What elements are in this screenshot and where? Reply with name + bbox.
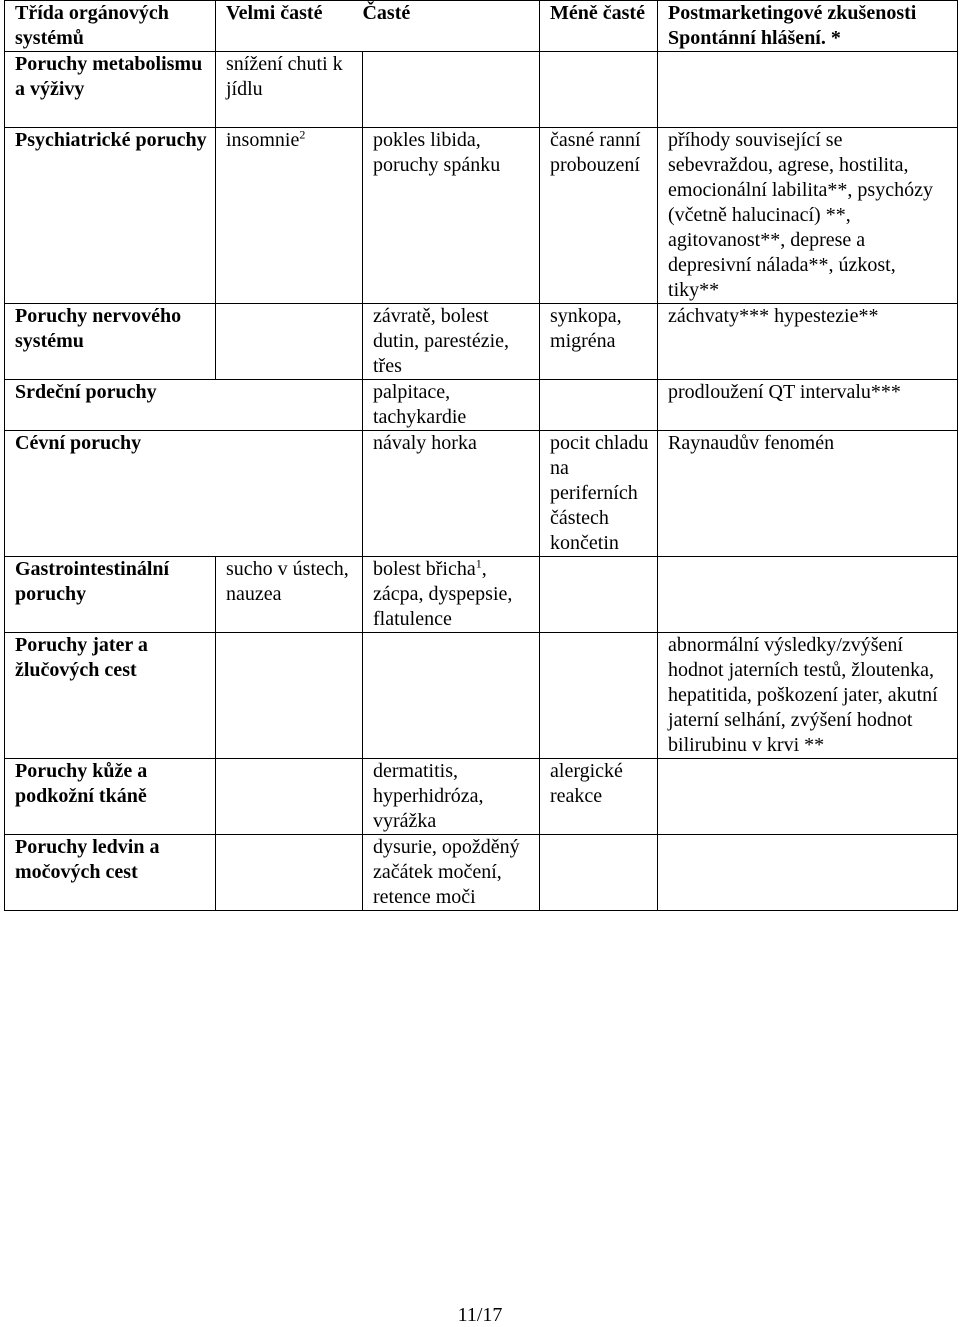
postmarketing-cell	[658, 52, 958, 128]
postmarketing-cell: záchvaty*** hypestezie**	[658, 304, 958, 380]
organ-class-cell: Gastrointestinální poruchy	[5, 557, 216, 633]
footnote-marker: 1	[475, 556, 482, 571]
table-row	[5, 633, 958, 759]
uncommon-cell	[540, 835, 658, 911]
common-cell: dermatitis, hyperhidróza, vyrážka	[363, 759, 540, 835]
uncommon-cell	[540, 380, 658, 431]
organ-class-cell: Poruchy metabolismu a výživy	[5, 52, 216, 128]
uncommon-cell: pocit chladu na periferních částech končetin	[540, 431, 658, 557]
header-very-common: Velmi časté	[226, 2, 323, 24]
common-text: bolest břicha	[373, 558, 476, 580]
uncommon-cell	[540, 633, 658, 759]
organ-class-cell: Poruchy ledvin a močových cest	[5, 835, 216, 911]
very-common-text: insomnie	[226, 129, 300, 151]
very-common-cell	[216, 835, 363, 911]
very-common-cell: sucho v ústech, nauzea	[216, 557, 363, 633]
postmarketing-cell	[658, 557, 958, 633]
organ-class-cell: Psychiatrické poruchy	[5, 128, 216, 304]
header-common: Časté	[362, 2, 411, 24]
postmarketing-cell	[658, 835, 958, 911]
uncommon-cell: alergické reakce	[540, 759, 658, 835]
organ-class-cell: Cévní poruchy	[5, 431, 363, 557]
common-text-rest: , zácpa, dyspepsie, flatulence	[373, 558, 513, 630]
header-frequency-cell	[216, 1, 540, 52]
header-organ-class: Třída orgánových systémů	[5, 1, 216, 52]
page-number: 11/17	[457, 1304, 503, 1326]
table-row	[5, 304, 958, 380]
very-common-cell: snížení chuti k jídlu	[216, 52, 363, 128]
table-header-row	[5, 1, 958, 52]
header-postmarketing-line2: Spontánní hlášení. *	[668, 27, 841, 49]
common-cell: pokles libida, poruchy spánku	[363, 128, 540, 304]
organ-class-cell: Poruchy kůže a podkožní tkáně	[5, 759, 216, 835]
table-row	[5, 835, 958, 911]
table-row	[5, 380, 958, 431]
very-common-cell	[216, 759, 363, 835]
header-postmarketing	[658, 1, 958, 52]
header-postmarketing-line1: Postmarketingové zkušenosti	[668, 2, 917, 24]
table-row	[5, 52, 958, 128]
table-row	[5, 128, 958, 304]
postmarketing-cell: příhody související se sebevraždou, agrese, hostilita, emocionální labilita**, psychózy (včetně halucinací) **, agitovanost**, deprese a depresivní nálada**, úzkost, tiky**	[658, 128, 958, 304]
common-cell	[363, 633, 540, 759]
very-common-cell	[216, 633, 363, 759]
organ-class-cell: Poruchy nervového systému	[5, 304, 216, 380]
uncommon-cell	[540, 52, 658, 128]
postmarketing-cell: Raynaudův fenomén	[658, 431, 958, 557]
very-common-cell	[216, 128, 363, 304]
table-row	[5, 431, 958, 557]
common-cell: palpitace, tachykardie	[363, 380, 540, 431]
header-uncommon: Méně časté	[540, 1, 658, 52]
footnote-marker: 2	[299, 127, 306, 142]
table-row	[5, 557, 958, 633]
common-cell: návaly horka	[363, 431, 540, 557]
organ-class-cell: Srdeční poruchy	[5, 380, 363, 431]
uncommon-cell: časné ranní probouzení	[540, 128, 658, 304]
very-common-cell	[216, 304, 363, 380]
adverse-reactions-table	[4, 0, 958, 911]
postmarketing-cell: abnormální výsledky/zvýšení hodnot jaterních testů, žloutenka, hepatitida, poškození jater, akutní jaterní selhání, zvýšení hodnot bilirubinu v krvi **	[658, 633, 958, 759]
uncommon-cell	[540, 557, 658, 633]
common-cell: závratě, bolest dutin, parestézie, třes	[363, 304, 540, 380]
postmarketing-cell: prodloužení QT intervalu***	[658, 380, 958, 431]
common-cell	[363, 52, 540, 128]
common-cell: dysurie, opožděný začátek močení, retence moči	[363, 835, 540, 911]
uncommon-cell: synkopa, migréna	[540, 304, 658, 380]
organ-class-cell: Poruchy jater a žlučových cest	[5, 633, 216, 759]
postmarketing-cell	[658, 759, 958, 835]
common-cell	[363, 557, 540, 633]
table-row	[5, 759, 958, 835]
